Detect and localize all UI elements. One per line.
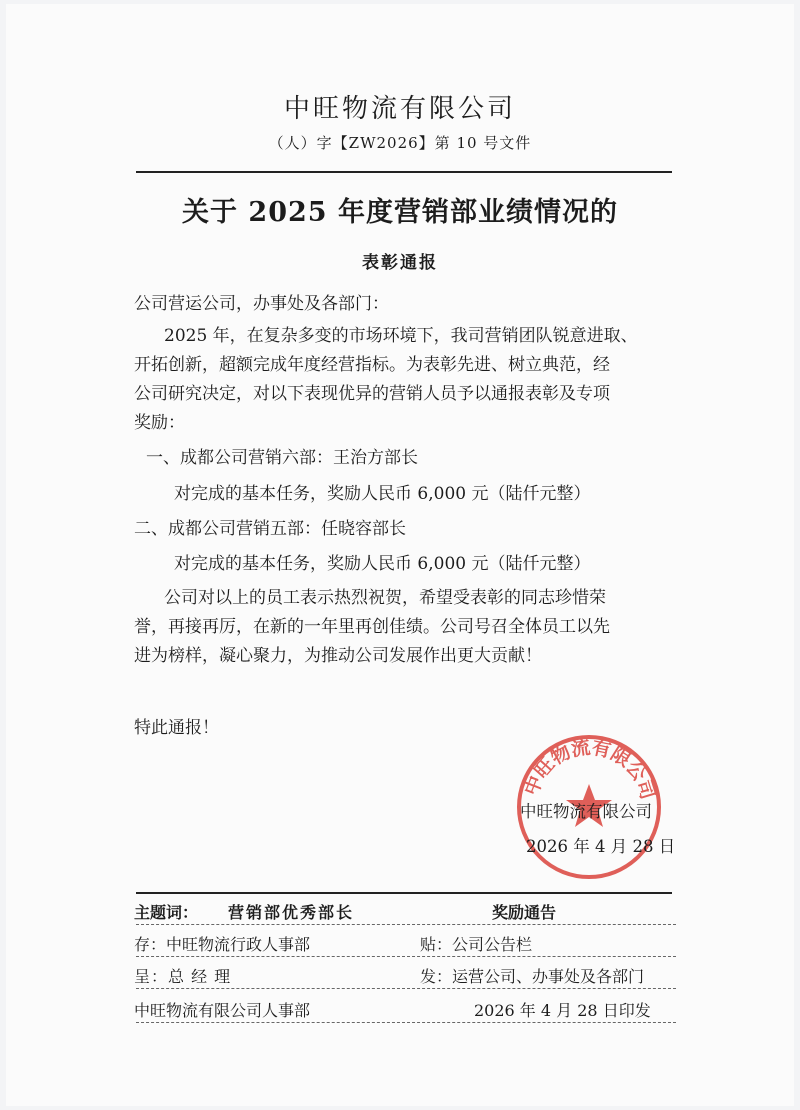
closing-notice: 特此通报！ — [134, 718, 219, 738]
closing-line: 公司对以上的员工表示热烈祝贺，希望受表彰的同志珍惜荣 — [164, 588, 606, 608]
award-heading: 二、成都公司营销五部：任晓容部长 — [134, 519, 406, 539]
document-page — [6, 4, 794, 1106]
company-header: 中旺物流有限公司 — [283, 94, 516, 124]
document-subtitle: 表彰通报 — [362, 253, 438, 273]
intro-line: 开拓创新，超额完成年度经营指标。为表彰先进、树立典范，经 — [134, 355, 610, 375]
distribute-to: 发：运营公司、办事处及各部门 — [420, 967, 645, 986]
archive-to: 存：中旺物流行政人事部 — [134, 935, 311, 954]
signature-company: 中旺物流有限公司 — [520, 802, 652, 821]
keywords-label: 主题词： — [134, 903, 199, 922]
award-heading: 一、成都公司营销六部：王治方部长 — [146, 448, 418, 468]
award-detail: 对完成的基本任务，奖励人民币 6,000 元（陆仟元整） — [174, 484, 591, 504]
closing-line: 誉，再接再厉，在新的一年里再创佳绩。公司号召全体员工以先 — [134, 617, 610, 637]
intro-line: 2025 年，在复杂多变的市场环境下，我司营销团队锐意进取、 — [164, 326, 638, 346]
award-detail: 对完成的基本任务，奖励人民币 6,000 元（陆仟元整） — [174, 554, 591, 574]
post-to: 贴：公司公告栏 — [420, 935, 533, 954]
salutation: 公司营运公司，办事处及各部门： — [134, 294, 389, 314]
signature-date: 2026 年 4 月 28 日 — [526, 837, 676, 856]
keywords-type: 奖励通告 — [492, 903, 557, 922]
intro-line: 公司研究决定，对以下表现优异的营销人员予以通报表彰及专项 — [134, 384, 610, 404]
seal-text: 中旺物流有限公司 — [520, 736, 659, 803]
document-title: 关于 2025 年度营销部业绩情况的 — [182, 197, 618, 228]
footer-divider — [136, 988, 676, 989]
submit-to: 呈：总 经 理 — [134, 967, 232, 986]
issuing-department: 中旺物流有限公司人事部 — [134, 1001, 311, 1020]
footer-divider — [136, 956, 676, 957]
header-divider — [136, 171, 672, 173]
issue-date: 2026 年 4 月 28 日印发 — [474, 1001, 651, 1020]
closing-line: 进为榜样，凝心聚力，为推动公司发展作出更大贡献！ — [134, 646, 542, 666]
footer-divider — [136, 924, 676, 925]
intro-line: 奖励： — [134, 413, 185, 433]
keywords-value: 营销部优秀部长 — [228, 903, 355, 922]
footer-bottom-rule — [136, 1022, 676, 1023]
footer-top-rule — [136, 892, 672, 894]
document-number: （人）字【ZW2026】第 10 号文件 — [268, 134, 532, 152]
